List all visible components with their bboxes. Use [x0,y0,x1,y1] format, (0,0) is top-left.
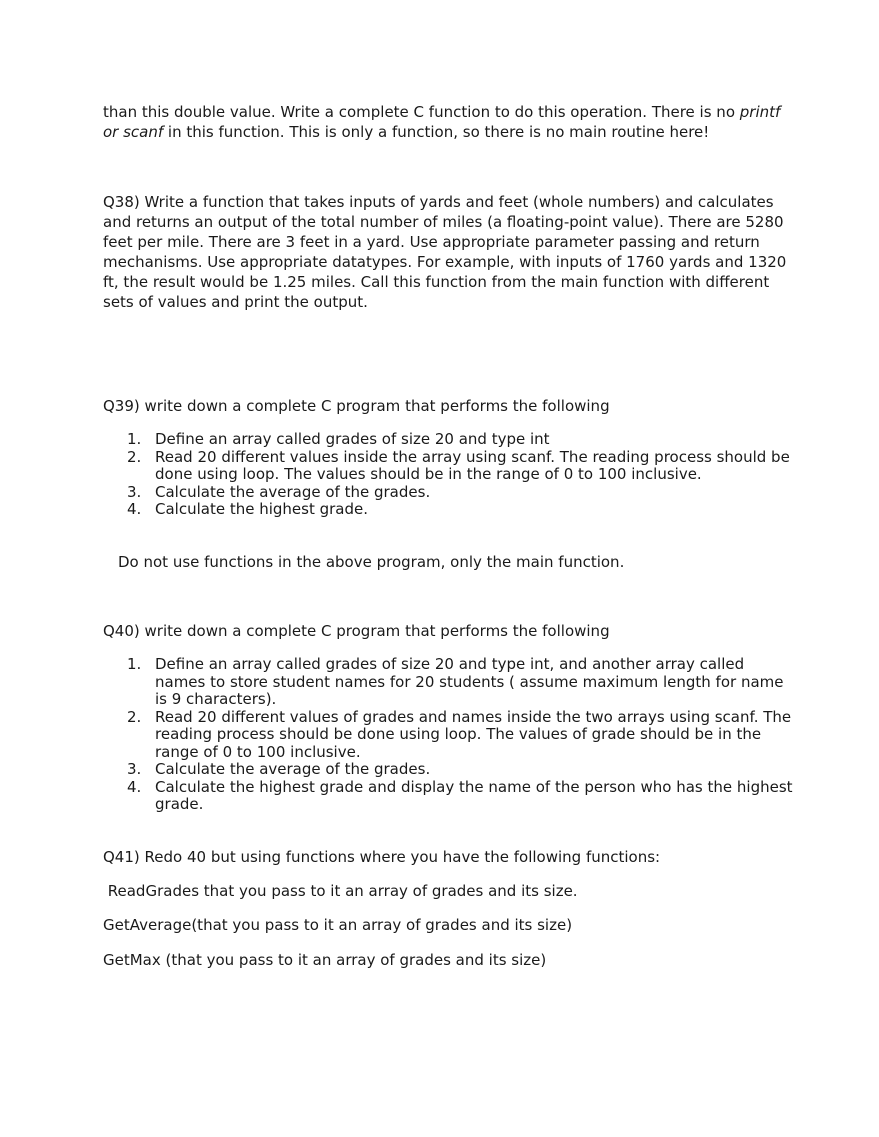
q39-heading: Q39) write down a complete C program that performs the following [103,397,610,415]
q40-heading: Q40) write down a complete C program that performs the following [103,622,610,640]
intro-text-1: than this double value. Write a complete C function to do this operation. There is no [103,103,740,121]
q38-paragraph: Q38) Write a function that takes inputs of yards and feet (whole numbers) and calculates and returns an output of the total number of miles (a floating-point value). There are 5280 feet per mile. There are 3 feet in a yard. Use appropriate parameter passing and return mechanisms. Use appropriate datatypes. For example, with inputs of 1760 yards and 1320 ft, the result would be 1.25 miles. Call this function from the main function with different sets of values and print the output. [103,193,787,311]
q40-list [103,656,793,814]
list-item: 2. Read 20 different values of grades and names inside the two arrays using scanf. The reading process should be done using loop. The values of grade should be in the range of 0 to 100 inclusive. [127,707,792,761]
intro-italic-printf: printf [739,103,781,121]
q41-function-readgrades: ReadGrades that you pass to it an array of grades and its size. [103,882,578,900]
list-item: 4. Calculate the highest grade. [127,500,369,518]
list-item: 4. Calculate the highest grade and display the name of the person who has the highest grade. [127,777,793,813]
intro-italic-scanf: or scanf [103,123,164,141]
q41-heading: Q41) Redo 40 but using functions where you have the following functions: [103,848,661,866]
list-item: 3. Calculate the average of the grades. [127,760,431,778]
list-item: 3. Calculate the average of the grades. [127,482,431,501]
list-item: 1. Define an array called grades of size 20 and type int [127,430,550,448]
intro-text-2: in this function. This is only a function, so there is no main routine here! [163,123,710,141]
list-item: 1. Define an array called grades of size 20 and type int, and another array called names to store student names for 20 students ( assume maximum length for name is 9 characters). [127,655,784,708]
list-item: 2. Read 20 different values inside the array using scanf. The reading process should be done using loop. The values should be in the range of 0 to 100 inclusive. [127,447,790,483]
q41-function-getaverage: GetAverage(that you pass to it an array of grades and its size) [103,916,573,934]
q39-note: Do not use functions in the above program, only the main function. [118,553,625,571]
intro-paragraph [103,102,793,142]
q39-list [103,431,793,519]
q41-function-getmax: GetMax (that you pass to it an array of grades and its size) [103,951,547,969]
